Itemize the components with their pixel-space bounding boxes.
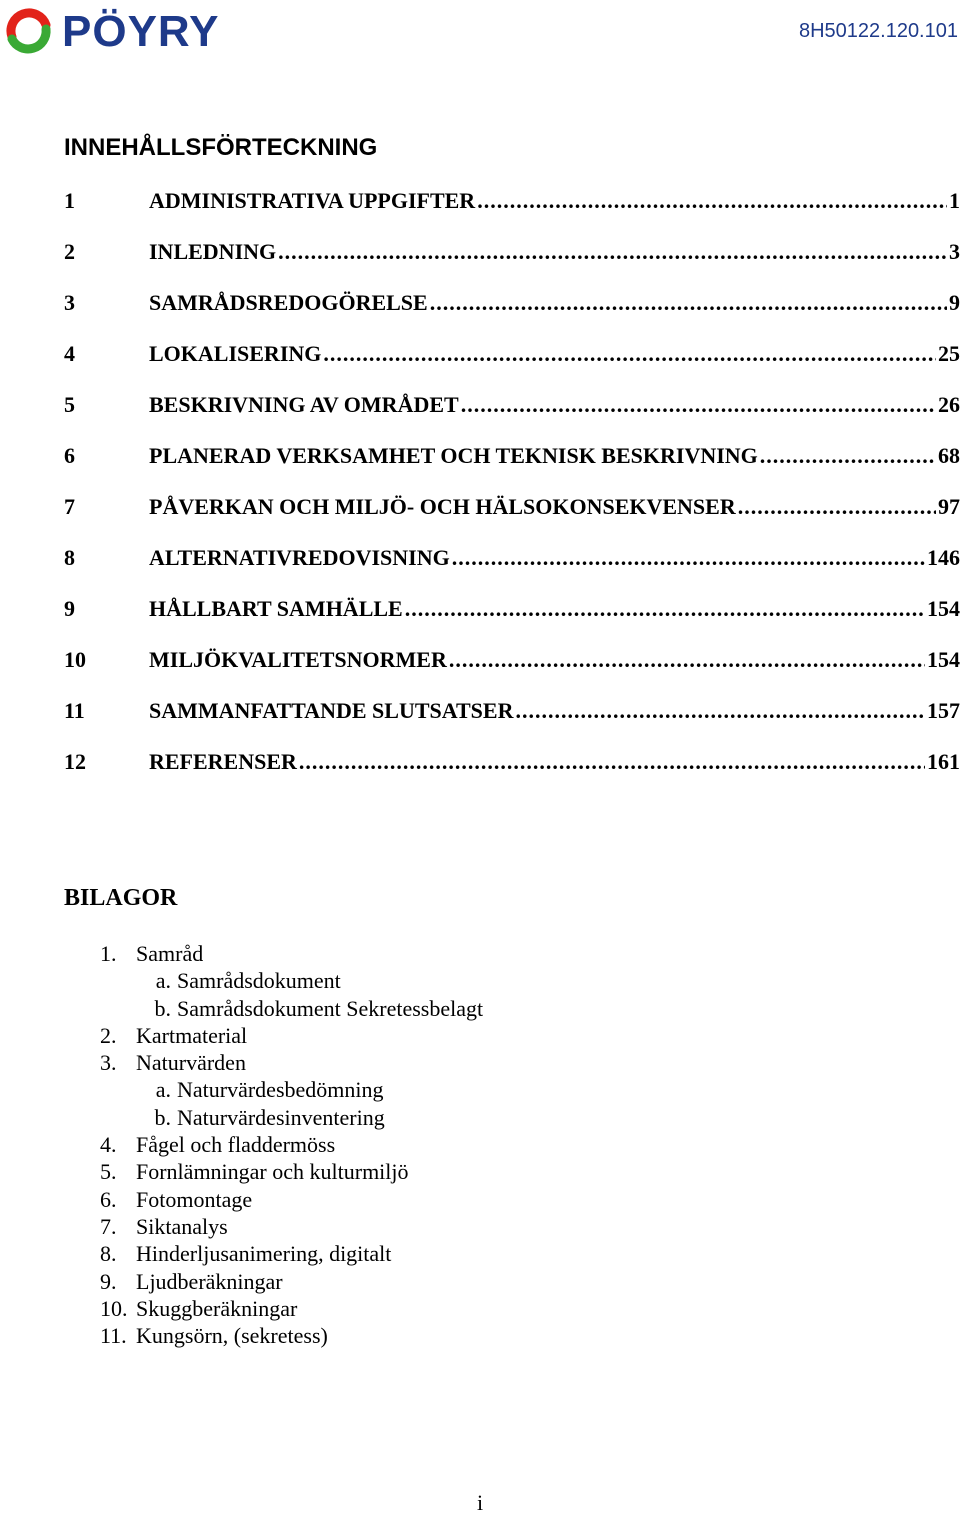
toc-leader-dots [461, 392, 936, 418]
toc-leader-dots [278, 239, 947, 265]
appendix-item-number: 11. [100, 1323, 127, 1349]
toc-entry[interactable] [64, 443, 960, 494]
appendix-item-label: Kungsörn, (sekretess) [136, 1323, 328, 1349]
toc-entry-page: 154 [927, 647, 960, 672]
document-number: 8H50122.120.101 [798, 20, 958, 42]
toc-entry-number: 5 [64, 392, 75, 417]
toc-leader-dots [323, 341, 936, 367]
toc-entry-title: INLEDNING [149, 239, 277, 264]
toc-entry[interactable] [64, 392, 960, 443]
toc-entry-page: 9 [949, 290, 960, 315]
appendix-item [100, 1295, 483, 1322]
toc-entry-title: LOKALISERING [149, 341, 322, 366]
appendix-subitem-letter: a. [155, 968, 171, 994]
toc-entry-title: REFERENSER [149, 749, 297, 774]
appendix-item-number: 8. [100, 1241, 117, 1267]
appendix-subitem-letter: a. [155, 1077, 171, 1103]
appendix-item-number: 10. [100, 1295, 128, 1321]
toc-entry-page: 161 [927, 749, 960, 774]
appendix-item-number: 3. [100, 1050, 117, 1076]
toc-entry-number: 4 [64, 341, 75, 366]
logo-wordmark: PÖYRY [62, 7, 220, 56]
appendix-item-number: 9. [100, 1268, 117, 1294]
appendix-list [100, 940, 483, 1349]
toc-entry-number: 8 [64, 545, 75, 570]
appendix-item [100, 1158, 483, 1185]
toc-leader-dots [430, 290, 947, 316]
appendix-subitem-label: Samrådsdokument [177, 968, 341, 994]
toc-leader-dots [405, 596, 925, 622]
toc-entry-number: 12 [64, 749, 86, 774]
toc-leader-dots [515, 698, 925, 724]
toc-entry-page: 97 [938, 494, 960, 519]
toc-leader-dots [452, 545, 925, 571]
toc-entry-page: 3 [949, 239, 960, 264]
toc-entry-title: BESKRIVNING AV OMRÅDET [149, 392, 459, 417]
appendix-item [100, 1268, 483, 1295]
toc-entry-page: 68 [938, 443, 960, 468]
appendix-item-label: Fågel och fladdermöss [136, 1132, 336, 1158]
appendix-item [100, 1240, 483, 1267]
toc-entry-title: SAMRÅDSREDOGÖRELSE [149, 290, 428, 315]
appendix-item [100, 1186, 483, 1213]
toc-entry-title: PÅVERKAN OCH MILJÖ- OCH HÄLSOKONSEKVENSER [149, 494, 736, 519]
toc-entry-page: 26 [938, 392, 960, 417]
toc-entry-title: MILJÖKVALITETSNORMER [149, 647, 447, 672]
appendix-subitem [100, 1104, 483, 1131]
toc-entry[interactable] [64, 239, 960, 290]
appendix-subitem-label: Naturvärdesbedömning [177, 1077, 384, 1103]
toc-entry-page: 154 [927, 596, 960, 621]
toc-entry-title: ALTERNATIVREDOVISNING [149, 545, 450, 570]
toc-leader-dots [760, 443, 936, 469]
appendix-item-label: Hinderljusanimering, digitalt [136, 1241, 392, 1267]
appendix-item [100, 1131, 483, 1158]
appendix-item-number: 4. [100, 1132, 117, 1158]
appendix-subitem-letter: b. [154, 995, 171, 1021]
appendix-subitem-label: Samrådsdokument Sekretessbelagt [177, 995, 484, 1021]
appendix-item-label: Fornlämningar och kulturmiljö [136, 1159, 409, 1185]
toc-entry-number: 3 [64, 290, 75, 315]
toc-leader-dots [449, 647, 925, 673]
toc-entry-number: 7 [64, 494, 75, 519]
toc-entry[interactable] [64, 188, 960, 239]
toc-entry[interactable] [64, 290, 960, 341]
appendix-item-label: Skuggberäkningar [136, 1295, 298, 1321]
toc-entry-number: 11 [64, 698, 85, 723]
appendix-item-label: Ljudberäkningar [136, 1268, 283, 1294]
toc-entry-number: 1 [64, 188, 75, 213]
toc-entry-number: 6 [64, 443, 75, 468]
appendix-item-number: 1. [100, 941, 117, 966]
appendix-item [100, 940, 483, 967]
toc-leader-dots [299, 749, 925, 775]
appendix-subitem [100, 967, 483, 994]
toc-entry-page: 1 [949, 188, 960, 213]
toc-entry[interactable] [64, 698, 960, 749]
toc-entry[interactable] [64, 647, 960, 698]
appendix-subitem-label: Naturvärdesinventering [177, 1104, 385, 1130]
poyry-logo-icon [4, 7, 54, 57]
appendix-subitem [100, 1076, 483, 1103]
toc-entry-title: ADMINISTRATIVA UPPGIFTER [149, 188, 476, 213]
toc-entry-page: 157 [927, 698, 960, 723]
appendix-item-number: 7. [100, 1213, 117, 1239]
page-number: i [476, 1490, 484, 1515]
toc-leader-dots [477, 188, 947, 214]
toc-entry-page: 25 [938, 341, 960, 366]
toc-leader-dots [738, 494, 936, 520]
company-logo [4, 6, 219, 58]
appendix-subitem [100, 995, 483, 1022]
appendix-item [100, 1322, 483, 1349]
table-of-contents [64, 188, 960, 800]
appendix-item-label: Fotomontage [136, 1186, 253, 1212]
appendix-title: BILAGOR [64, 885, 178, 911]
toc-entry-title: SAMMANFATTANDE SLUTSATSER [149, 698, 514, 723]
toc-entry-number: 2 [64, 239, 75, 264]
toc-entry[interactable] [64, 545, 960, 596]
appendix-item-number: 2. [100, 1022, 117, 1048]
toc-entry-title: PLANERAD VERKSAMHET OCH TEKNISK BESKRIVNING [149, 443, 758, 468]
appendix-item-label: Samråd [136, 941, 204, 966]
toc-entry-title: HÅLLBART SAMHÄLLE [149, 596, 403, 621]
appendix-item [100, 1022, 483, 1049]
toc-entry[interactable] [64, 494, 960, 545]
toc-entry[interactable] [64, 341, 960, 392]
appendix-item [100, 1213, 483, 1240]
toc-entry[interactable] [64, 596, 960, 647]
appendix-item-number: 6. [100, 1186, 117, 1212]
toc-entry-page: 146 [927, 545, 960, 570]
toc-entry-number: 9 [64, 596, 75, 621]
toc-entry[interactable] [64, 749, 960, 800]
appendix-item-label: Naturvärden [136, 1050, 246, 1076]
toc-entry-number: 10 [64, 647, 86, 672]
appendix-item-label: Siktanalys [136, 1213, 228, 1239]
appendix-item [100, 1049, 483, 1076]
appendix-subitem-letter: b. [154, 1104, 171, 1130]
toc-title: INNEHÅLLSFÖRTECKNING [64, 134, 378, 161]
appendix-item-number: 5. [100, 1159, 117, 1185]
appendix-item-label: Kartmaterial [136, 1022, 248, 1048]
